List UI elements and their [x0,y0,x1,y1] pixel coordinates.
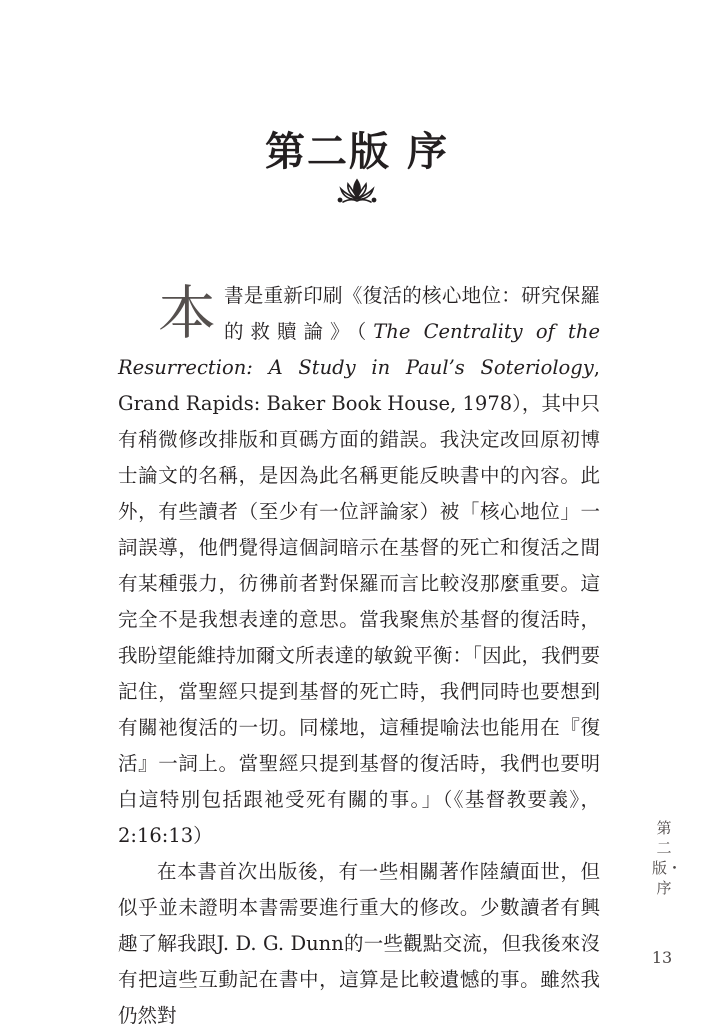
running-head: 第二版・序 [652,819,683,897]
page-number: 13 [651,948,673,967]
paragraph-2: 在本書首次出版後，有一些相關著作陸續面世，但似乎並未證明本書需要進行重大的修改。少數讀者有興趣了解我跟J. D. G. Dunn的一些觀點交流，但我後來沒有把這些互動記在書中，這算是比較遺憾的事。雖然我仍然對 [118,860,600,1027]
page-title: 第二版 序 [265,128,449,175]
body-text [118,278,600,1034]
book-title-en: The Centrality of the Resurrection: A Study in Paul’s Soteriology [118,320,600,379]
paragraph-1-rest: , Grand Rapids: Baker Book House, 1978），其中只有稍微修改排版和頁碼方面的錯誤。我決定改回原初博士論文的名稱，是因為此名稱更能反映書中的內容。此外，有些讀者（至少有一位評論家）被「核心地位」一詞誤導，他們覺得這個詞暗示在基督的死亡和復活之間有某種張力，彷彿前者對保羅而言比較沒那麼重要。這完全不是我想表達的意思。當我聚焦於基督的復活時，我盼望能維持加爾文所表達的敏銳平衡：「因此，我們要記住，當聖經只提到基督的死亡時，我們同時也要想到有關祂復活的一切。同樣地，這種提喻法也能用在『復活』一詞上。當聖經只提到基督的復活時，我們也要明白這特別包括跟祂受死有關的事。」（《基督教要義》，2:16:13） [118,356,600,847]
paragraph-1 [118,278,600,854]
paragraph-1-lead: 書是重新印刷《復活的核心地位：研究保羅的救贖論》（ [224,284,600,343]
drop-cap: 本 [158,279,217,347]
lotus-ornament-icon [337,176,377,206]
